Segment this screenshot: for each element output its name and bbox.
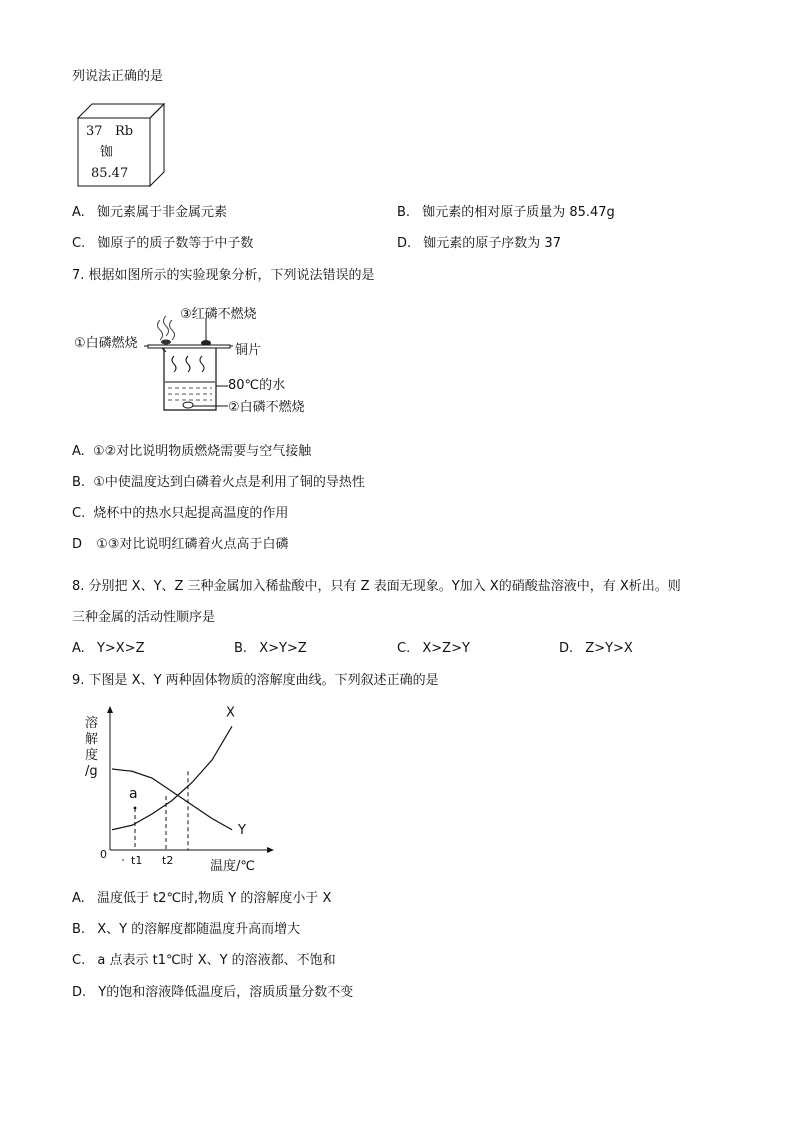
q6-option-c	[72, 236, 253, 252]
origin-label: 0	[100, 848, 107, 861]
q7-option-c	[72, 506, 288, 522]
option-label: C.	[397, 641, 411, 656]
element-number: 37	[86, 124, 103, 139]
option-text: ①③对比说明红磷着火点高于白磷	[96, 537, 289, 552]
option-label: A.	[72, 641, 85, 656]
option-label: B.	[397, 205, 411, 220]
y-axis-label-char: 解	[85, 732, 99, 747]
option-text: X>Y>Z	[259, 641, 307, 656]
option-text: Y>X>Z	[96, 641, 145, 656]
q8-option-b	[234, 641, 307, 657]
q7-option-a	[72, 444, 311, 460]
option-label: D.	[397, 236, 412, 251]
q6-option-d	[397, 236, 561, 252]
label-white-burning: ①白磷燃烧	[74, 336, 138, 351]
label-hot-water: 80℃的水	[228, 378, 286, 393]
q9-option-a	[72, 891, 331, 907]
option-text: ①中使温度达到白磷着火点是利用了铜的导热性	[93, 475, 365, 490]
y-axis-label-char: 溶	[85, 716, 99, 731]
tick-dot	[122, 859, 124, 861]
option-text: 铷原子的质子数等于中子数	[97, 236, 254, 251]
option-text: X>Z>Y	[422, 641, 470, 656]
q9-option-b	[72, 922, 300, 938]
series-x-curve	[112, 726, 232, 830]
option-label: D.	[559, 641, 574, 656]
option-label: C.	[72, 506, 86, 521]
option-label: B.	[234, 641, 248, 656]
element-mass: 85.47	[91, 166, 129, 181]
option-text: ①②对比说明物质燃烧需要与空气接触	[92, 444, 312, 459]
option-text: X、Y 的溶解度都随温度升高而增大	[97, 922, 301, 937]
q6-option-b	[397, 205, 615, 221]
option-label: C.	[72, 236, 86, 251]
option-text: Z>Y>X	[585, 641, 633, 656]
q7-option-d	[72, 537, 288, 553]
element-card	[74, 100, 174, 200]
q9-option-d	[72, 985, 353, 1001]
q8-stem-line2: 三种金属的活动性顺序是	[72, 610, 216, 625]
series-y-label: Y	[238, 822, 246, 838]
q8-option-a	[72, 641, 144, 657]
q9-stem: 9. 下图是 X、Y 两种固体物质的溶解度曲线。下列叙述正确的是	[72, 673, 439, 688]
tick-label-t1: t1	[131, 854, 143, 867]
option-label: A.	[72, 205, 85, 220]
option-label: C.	[72, 953, 86, 968]
q6-option-a	[72, 205, 227, 221]
option-text: 铷元素属于非金属元素	[96, 205, 227, 220]
option-label: D	[72, 537, 83, 552]
q7-stem: 7. 根据如图所示的实验现象分析，下列说法错误的是	[72, 268, 375, 283]
option-label: A.	[72, 891, 85, 906]
label-copper-sheet: 铜片	[235, 343, 262, 358]
q7-option-b	[72, 475, 365, 491]
option-text: 铷元素的原子序数为 37	[423, 236, 561, 251]
tick-label-t2: t2	[162, 854, 174, 867]
y-axis-label-char: 度	[85, 748, 99, 763]
option-label: A.	[72, 444, 85, 459]
label-red-phosphorus: ③红磷不燃烧	[180, 307, 257, 322]
q8-option-c	[397, 641, 470, 657]
series-x-label: X	[226, 705, 235, 721]
option-text: Y的饱和溶液降低温度后，溶质质量分数不变	[98, 985, 354, 1000]
q8-option-d	[559, 641, 633, 657]
intro-line: 列说法正确的是	[72, 69, 164, 84]
solubility-chart	[80, 705, 280, 875]
option-text: 烧杯中的热水只起提高温度的作用	[93, 506, 289, 521]
option-text: 温度低于 t2℃时,物质 Y 的溶解度小于 X	[96, 891, 332, 906]
option-label: D.	[72, 985, 87, 1000]
option-text: a 点表示 t1℃时 X、Y 的溶液都、不饱和	[97, 953, 336, 968]
x-axis-arrow	[267, 847, 274, 853]
point-a	[134, 807, 137, 810]
element-symbol: Rb	[115, 124, 134, 139]
y-axis-arrow	[107, 706, 113, 713]
option-label: B.	[72, 475, 86, 490]
point-a-label: a	[129, 786, 138, 802]
x-axis-label: 温度/℃	[210, 859, 255, 874]
option-label: B.	[72, 922, 86, 937]
q8-stem-line1: 8. 分别把 X、Y、Z 三种金属加入稀盐酸中，只有 Z 表面无现象。Y加入 X的硝酸盐溶液中，有 X析出。则	[72, 579, 681, 594]
q9-option-c	[72, 953, 336, 969]
y-axis-label-char: /g	[85, 764, 98, 779]
label-white-not-burning: ②白磷不燃烧	[228, 400, 305, 415]
option-text: 铷元素的相对原子质量为 85.47g	[422, 205, 615, 220]
element-name: 铷	[100, 145, 114, 160]
